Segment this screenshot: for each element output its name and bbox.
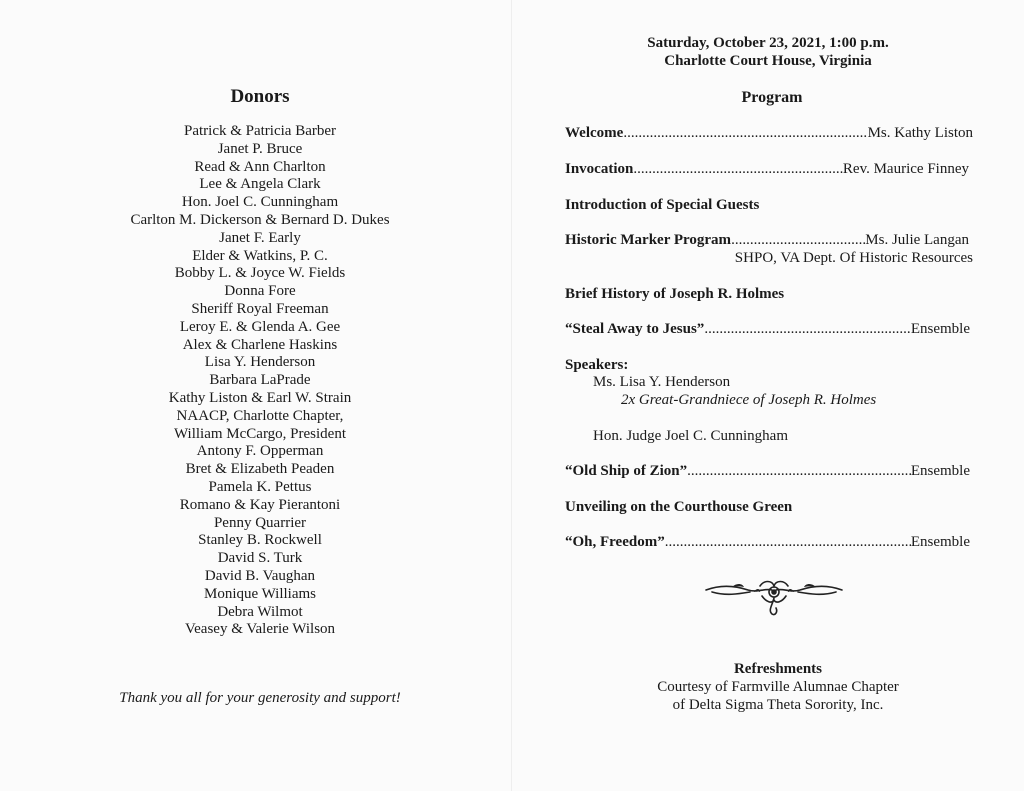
donor-name: Penny Quarrier	[213, 514, 307, 531]
donor-list	[0, 123, 520, 639]
donor-name: Antony F. Opperman	[196, 443, 324, 460]
program-item-speakers: Speakers:	[565, 357, 629, 373]
dot-leader	[665, 534, 911, 551]
program-item-intro-guests: Introduction of Special Guests	[565, 197, 760, 213]
donor-name: Bret & Elizabeth Peaden	[185, 461, 335, 478]
program-item-performer: Ensemble	[910, 534, 970, 550]
donor-name: Sheriff Royal Freeman	[191, 300, 329, 317]
donor-name: David B. Vaughan	[204, 567, 316, 584]
program-item-label: Historic Marker Program	[565, 232, 732, 248]
ornament-divider	[702, 570, 846, 618]
donor-name: William McCargo, President	[173, 425, 346, 442]
donor-name: Elder & Watkins, P. C.	[192, 247, 328, 264]
thank-you-note: Thank you all for your generosity and support!	[119, 690, 401, 706]
event-date: Saturday, October 23, 2021, 1:00 p.m.	[647, 35, 889, 51]
program-item-label: “Old Ship of Zion”	[565, 463, 688, 479]
program-item-label: Welcome	[565, 125, 624, 141]
program-item-label: Invocation	[565, 161, 634, 177]
dot-leader	[633, 161, 843, 178]
program-item-invocation	[565, 161, 969, 181]
historic-marker-affiliation: SHPO, VA Dept. Of Historic Resources	[734, 250, 973, 266]
donor-name: Pamela K. Pettus	[208, 478, 312, 495]
donor-name: Lee & Angela Clark	[199, 176, 321, 193]
donor-name: Leroy E. & Glenda A. Gee	[179, 318, 341, 335]
donor-name: Lisa Y. Henderson	[204, 354, 316, 371]
program-item-old-ship	[565, 463, 970, 483]
program-item-performer: Ms. Julie Langan	[865, 232, 969, 248]
program-item-performer: Ensemble	[910, 463, 970, 479]
program-item-label: “Oh, Freedom”	[565, 534, 665, 550]
dot-leader	[687, 463, 911, 480]
speaker-note: 2x Great-Grandniece of Joseph R. Holmes	[621, 392, 877, 408]
donor-name: Patrick & Patricia Barber	[183, 123, 337, 139]
donor-name: Stanley B. Rockwell	[198, 532, 322, 549]
event-header	[512, 34, 1024, 70]
program-item-historic-marker	[565, 232, 969, 252]
dot-leader	[731, 232, 865, 249]
donor-name: Romano & Kay Pierantoni	[179, 496, 341, 513]
dot-leader	[704, 321, 911, 338]
program-item-label: “Steal Away to Jesus”	[565, 321, 705, 337]
dot-leader	[623, 125, 867, 142]
donor-name: Read & Ann Charlton	[194, 158, 326, 175]
donor-name: Carlton M. Dickerson & Bernard D. Dukes	[130, 211, 390, 228]
refreshments-line: of Delta Sigma Theta Sorority, Inc.	[672, 697, 884, 713]
program-item-performer: Ensemble	[910, 321, 970, 337]
program-item-steal-away	[565, 321, 970, 341]
refreshments-line: Courtesy of Farmville Alumnae Chapter	[657, 679, 899, 695]
program-title: Program	[741, 89, 803, 106]
donors-title: Donors	[230, 86, 290, 107]
donor-name: Hon. Joel C. Cunningham	[181, 194, 339, 211]
donor-name: Janet F. Early	[219, 229, 301, 246]
program-item-brief-history: Brief History of Joseph R. Holmes	[565, 286, 785, 302]
program-item-welcome	[565, 125, 973, 145]
donor-name: Barbara LaPrade	[209, 372, 311, 389]
speaker-name: Ms. Lisa Y. Henderson	[593, 374, 731, 390]
donor-name: David S. Turk	[217, 550, 303, 567]
donor-name: Alex & Charlene Haskins	[182, 336, 338, 353]
program-item-performer: Ms. Kathy Liston	[867, 125, 973, 141]
donor-name: Kathy Liston & Earl W. Strain	[168, 389, 352, 406]
donor-name: NAACP, Charlotte Chapter,	[176, 407, 344, 424]
donor-name: Veasey & Valerie Wilson	[184, 621, 336, 638]
donor-name: Bobby L. & Joyce W. Fields	[174, 265, 346, 282]
speaker-name: Hon. Judge Joel C. Cunningham	[593, 428, 788, 444]
donor-name: Monique Williams	[203, 585, 317, 602]
program-item-oh-freedom	[565, 534, 970, 554]
donor-name: Janet P. Bruce	[217, 140, 303, 157]
refreshments-title: Refreshments	[733, 661, 823, 677]
refreshments-section	[512, 660, 1024, 714]
event-location: Charlotte Court House, Virginia	[664, 53, 872, 69]
program-item-unveiling: Unveiling on the Courthouse Green	[565, 499, 793, 515]
donor-name: Debra Wilmot	[217, 603, 303, 620]
donor-name: Donna Fore	[224, 283, 296, 300]
program-item-performer: Rev. Maurice Finney	[842, 161, 969, 177]
